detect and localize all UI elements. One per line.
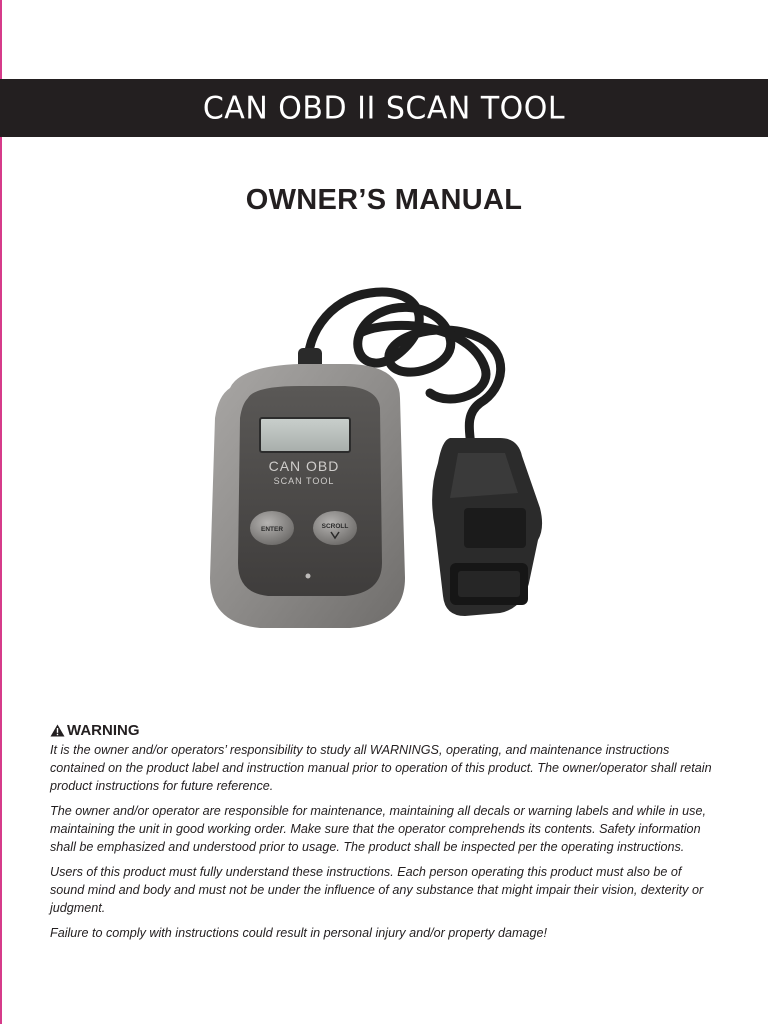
page-edge-mark xyxy=(0,0,2,1024)
lcd-screen xyxy=(260,418,350,452)
manual-heading: OWNER’S MANUAL xyxy=(245,184,523,216)
warning-triangle-icon xyxy=(50,724,65,737)
warning-paragraph-1: It is the owner and/or operators’ responsibility to study all WARNINGS, operating, and maintenance instructions contained on the product label and instruction manual prior to operation of this product. The owner/operator shall retain product instructions for future reference. xyxy=(50,743,712,793)
device-logo-mark xyxy=(306,574,311,579)
warning-paragraph-3: Users of this product must fully understand these instructions. Each person operating this product must also be of sound mind and body and must not be under the influence of any substance that might impair their vision, dexterity or judgment. xyxy=(50,865,704,915)
scroll-button-label: SCROLL xyxy=(321,523,349,530)
enter-button-label: ENTER xyxy=(260,526,284,533)
scan-tool-photo xyxy=(200,278,560,638)
warning-paragraph-4: Failure to comply with instructions could result in personal injury and/or property damage! xyxy=(50,926,547,940)
warning-section xyxy=(50,722,718,949)
obd-connector xyxy=(432,438,542,616)
warning-paragraph-2: The owner and/or operator are responsible for maintenance, maintaining all decals or warning labels and while in use, maintaining the unit in good working order. Make sure that the operator comprehends its contents. Safety information shall be emphasized and understood prior to usage. The product shall be inspected per the operating instructions. xyxy=(50,804,706,854)
device-label-line1: CAN OBD xyxy=(268,458,340,474)
product-title: CAN OBD II SCAN TOOL xyxy=(202,89,566,127)
device-label-line2: SCAN TOOL xyxy=(273,476,335,486)
warning-heading xyxy=(50,722,718,739)
warning-title: WARNING xyxy=(67,722,140,739)
title-bar xyxy=(0,79,768,137)
